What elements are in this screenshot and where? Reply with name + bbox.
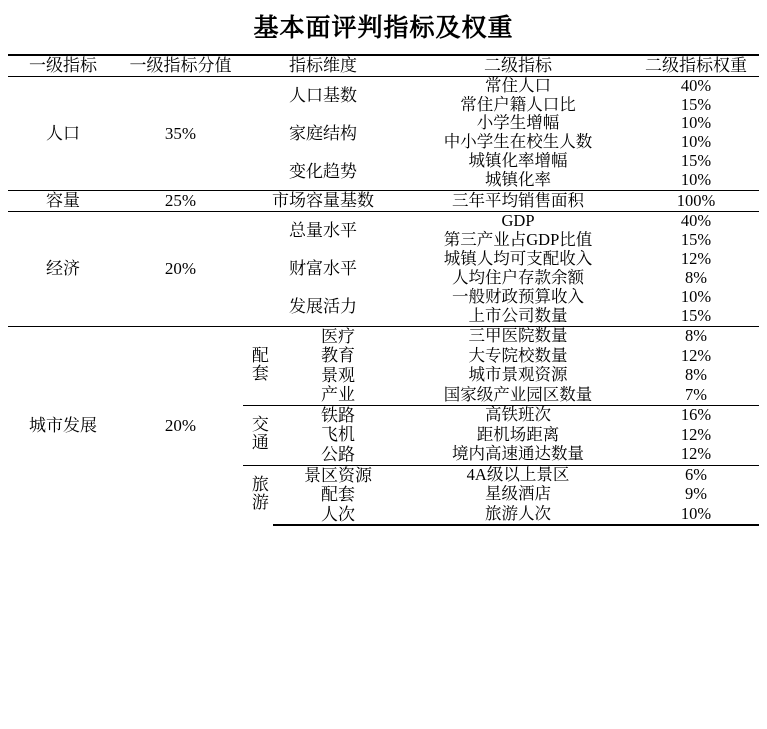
- column-header-indicator: 二级指标: [403, 55, 633, 76]
- group-label: 旅游: [243, 465, 273, 525]
- weight-value: 15%: [680, 151, 712, 171]
- weight-value: 15%: [680, 229, 712, 249]
- indicator-label: 国家级产业园区数量: [443, 384, 593, 404]
- weight-value: 40%: [633, 211, 759, 230]
- indicator-label: 星级酒店: [485, 484, 551, 504]
- weight-value: 10%: [680, 113, 712, 133]
- level1-score: 35%: [164, 123, 197, 143]
- indicator-label: 城镇化率: [485, 170, 551, 190]
- dimension-label: 景观: [321, 365, 355, 385]
- indicator-label: 三年平均销售面积: [403, 191, 633, 212]
- dimension-label: 市场容量基数: [243, 191, 403, 212]
- indicator-label: 旅游人次: [403, 505, 633, 526]
- indicator-label: 距机场距离: [476, 424, 560, 444]
- weight-value: 12%: [680, 424, 712, 444]
- level1-label: 人口: [46, 123, 80, 143]
- weight-value: 7%: [685, 384, 707, 404]
- weight-value: 100%: [633, 191, 759, 212]
- page-title: 基本面评判指标及权重: [253, 15, 514, 42]
- indicator-label: 一般财政预算收入: [452, 286, 584, 306]
- weight-value: 10%: [680, 132, 712, 152]
- indicators-table: [8, 54, 759, 526]
- indicator-label: 人均住户存款余额: [452, 267, 584, 287]
- column-header-weight: 二级指标权重: [633, 55, 759, 76]
- weight-value: 15%: [680, 94, 712, 114]
- level1-score: 20%: [118, 211, 243, 326]
- table-row: [8, 191, 759, 212]
- level1-label: 容量: [8, 191, 118, 212]
- weight-value: 12%: [680, 444, 712, 464]
- indicator-label: 小学生增幅: [476, 113, 560, 133]
- indicator-label: 境内高速通达数量: [452, 444, 584, 464]
- dimension-label: 总量水平: [243, 211, 403, 249]
- dimension-label: 家庭结构: [289, 123, 357, 143]
- level1-label: 城市发展: [8, 326, 118, 525]
- weight-value: 16%: [633, 405, 759, 425]
- dimension-label: 配套: [321, 485, 355, 505]
- weight-value: 10%: [633, 505, 759, 526]
- dimension-label: 发展活力: [289, 296, 357, 316]
- dimension-label: 财富水平: [289, 259, 357, 279]
- group-label: 配套: [243, 326, 273, 405]
- indicator-label: 常住人口: [485, 75, 551, 95]
- dimension-label: 飞机: [321, 425, 355, 445]
- dimension-label: 公路: [321, 445, 355, 464]
- column-header-level1: 一级指标: [8, 55, 118, 76]
- dimension-label: 人次: [273, 505, 403, 526]
- indicator-label: 第三产业占GDP比值: [443, 229, 593, 249]
- column-header-score: 一级指标分值: [118, 55, 243, 76]
- indicator-label: 上市公司数量: [468, 305, 568, 325]
- dimension-label: 教育: [321, 346, 355, 366]
- dimension-label: 变化趋势: [289, 161, 357, 181]
- indicator-label: 城市景观资源: [468, 365, 568, 385]
- weight-value: 15%: [680, 305, 712, 325]
- weight-value: 8%: [633, 326, 759, 346]
- indicator-label: GDP: [403, 211, 633, 230]
- dimension-label: 医疗: [273, 326, 403, 346]
- level1-score: 25%: [118, 191, 243, 212]
- table-body: [8, 76, 759, 525]
- group-label: 交通: [243, 405, 273, 465]
- indicator-label: 城镇人均可支配收入: [443, 248, 593, 268]
- table-row: [8, 211, 759, 230]
- indicator-label: 三甲医院数量: [403, 326, 633, 346]
- column-header-dimension: 指标维度: [243, 55, 403, 76]
- dimension-label: 铁路: [273, 405, 403, 425]
- weight-value: 6%: [633, 465, 759, 485]
- indicator-label: 高铁班次: [403, 405, 633, 425]
- dimension-label: 景区资源: [273, 465, 403, 485]
- weight-value: 8%: [685, 365, 707, 385]
- weight-value: 10%: [680, 286, 712, 306]
- table-header: [8, 55, 759, 76]
- table-row: [8, 76, 759, 95]
- level1-label: 经济: [8, 211, 118, 326]
- indicator-label: 大专院校数量: [468, 345, 568, 365]
- dimension-label: 人口基数: [289, 85, 357, 105]
- indicator-label: 常住户籍人口比: [460, 94, 576, 114]
- level1-score: 20%: [118, 326, 243, 525]
- dimension-label: 产业: [321, 385, 355, 405]
- weight-value: 10%: [680, 170, 712, 190]
- weight-value: 12%: [680, 345, 712, 365]
- indicator-label: 中小学生在校生人数: [443, 132, 593, 152]
- weight-value: 12%: [680, 248, 712, 268]
- weight-value: 8%: [685, 267, 707, 287]
- weight-value: 40%: [680, 75, 712, 95]
- indicator-label: 4A级以上景区: [403, 465, 633, 485]
- table-row: [8, 326, 759, 346]
- weight-value: 9%: [685, 484, 707, 504]
- indicator-label: 城镇化率增幅: [468, 151, 568, 171]
